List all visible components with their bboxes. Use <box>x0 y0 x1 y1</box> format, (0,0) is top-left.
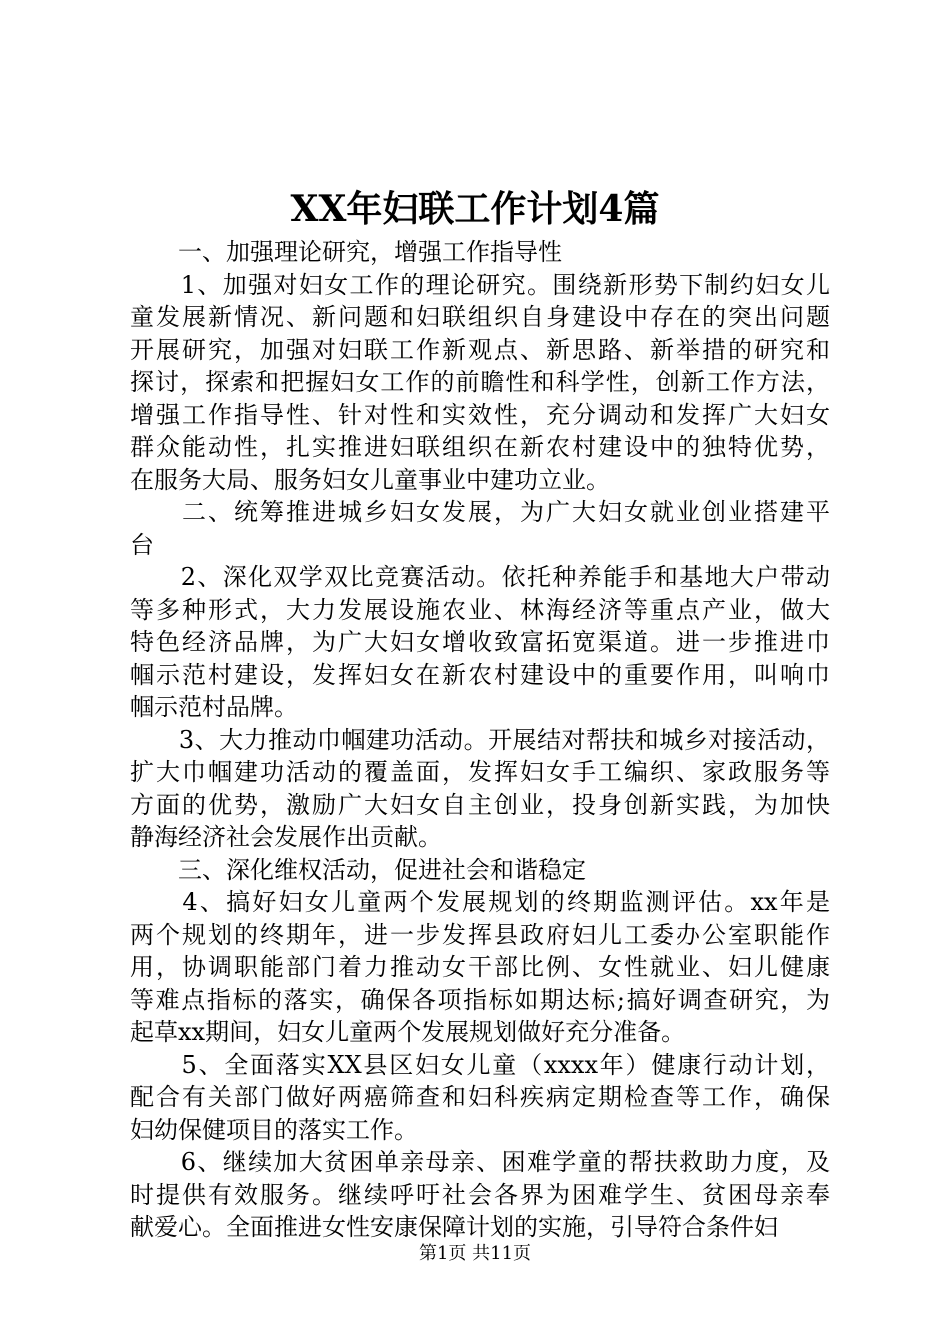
text-line: 6、继续加大贫困单亲母亲、困难学童的帮扶救助力度，及 <box>130 1148 830 1176</box>
text-line: 群众能动性，扎实推进妇联组织在新农村建设中的独特优势， <box>130 433 830 461</box>
text-line: 5、全面落实XX县区妇女儿童（xxxx年）健康行动计划， <box>130 1050 830 1079</box>
text-line: 台 <box>130 530 154 559</box>
text-line: 童发展新情况、新问题和妇联组织自身建设中存在的突出问题 <box>130 303 830 331</box>
text-line: 方面的优势，激励广大妇女自主创业，投身创新实践，为加快 <box>130 790 830 819</box>
text-line: 特色经济品牌，为广大妇女增收致富拓宽渠道。进一步推进巾 <box>130 628 830 656</box>
text-line: 在服务大局、服务妇女儿童事业中建功立业。 <box>130 465 610 494</box>
text-line: 三、深化维权活动，促进社会和谐稳定 <box>130 855 586 884</box>
text-line: 帼示范村品牌。 <box>130 693 298 721</box>
text-line: 配合有关部门做好两癌筛查和妇科疾病定期检查等工作，确保 <box>130 1083 830 1111</box>
text-line: 静海经济社会发展作出贡献。 <box>130 823 442 851</box>
text-line: 一、加强理论研究，增强工作指导性 <box>130 238 562 266</box>
text-line: 3、大力推动巾帼建功活动。开展结对帮扶和城乡对接活动， <box>130 725 830 754</box>
page-footer: 第1页 共11页 <box>418 1243 532 1264</box>
text-line: 起草xx期间，妇女儿童两个发展规划做好充分准备。 <box>130 1018 686 1046</box>
text-line: 二、统筹推进城乡妇女发展，为广大妇女就业创业搭建平 <box>130 498 830 526</box>
text-line: 两个规划的终期年，进一步发挥县政府妇儿工委办公室职能作 <box>130 920 830 949</box>
text-line: 扩大巾帼建功活动的覆盖面，发挥妇女手工编织、家政服务等 <box>130 758 830 786</box>
document-title: XX年妇联工作计划4篇 <box>290 188 660 230</box>
text-line: 增强工作指导性、针对性和实效性，充分调动和发挥广大妇女 <box>130 400 830 429</box>
text-line: 用，协调职能部门着力推动女干部比例、女性就业、妇儿健康 <box>130 953 830 981</box>
text-line: 1、加强对妇女工作的理论研究。围绕新形势下制约妇女儿 <box>130 270 830 299</box>
text-line: 2、深化双学双比竞赛活动。依托种养能手和基地大户带动 <box>130 563 830 591</box>
text-line: 帼示范村建设，发挥妇女在新农村建设中的重要作用，叫响巾 <box>130 660 830 689</box>
text-line: 时提供有效服务。继续呼吁社会各界为困难学生、贫困母亲奉 <box>130 1180 830 1209</box>
text-line: 等难点指标的落实，确保各项指标如期达标;搞好调查研究，为 <box>130 985 830 1014</box>
text-line: 妇幼保健项目的落实工作。 <box>130 1115 418 1144</box>
text-line: 探讨，探索和把握妇女工作的前瞻性和科学性，创新工作方法， <box>130 368 830 396</box>
text-line: 4、搞好妇女儿童两个发展规划的终期监测评估。xx年是 <box>130 888 830 916</box>
text-line: 等多种形式，大力发展设施农业、林海经济等重点产业，做大 <box>130 595 830 624</box>
text-line: 献爱心。全面推进女性安康保障计划的实施，引导符合条件妇 <box>130 1213 778 1241</box>
document-body <box>130 236 830 1244</box>
text-line: 开展研究，加强对妇联工作新观点、新思路、新举措的研究和 <box>130 335 830 364</box>
